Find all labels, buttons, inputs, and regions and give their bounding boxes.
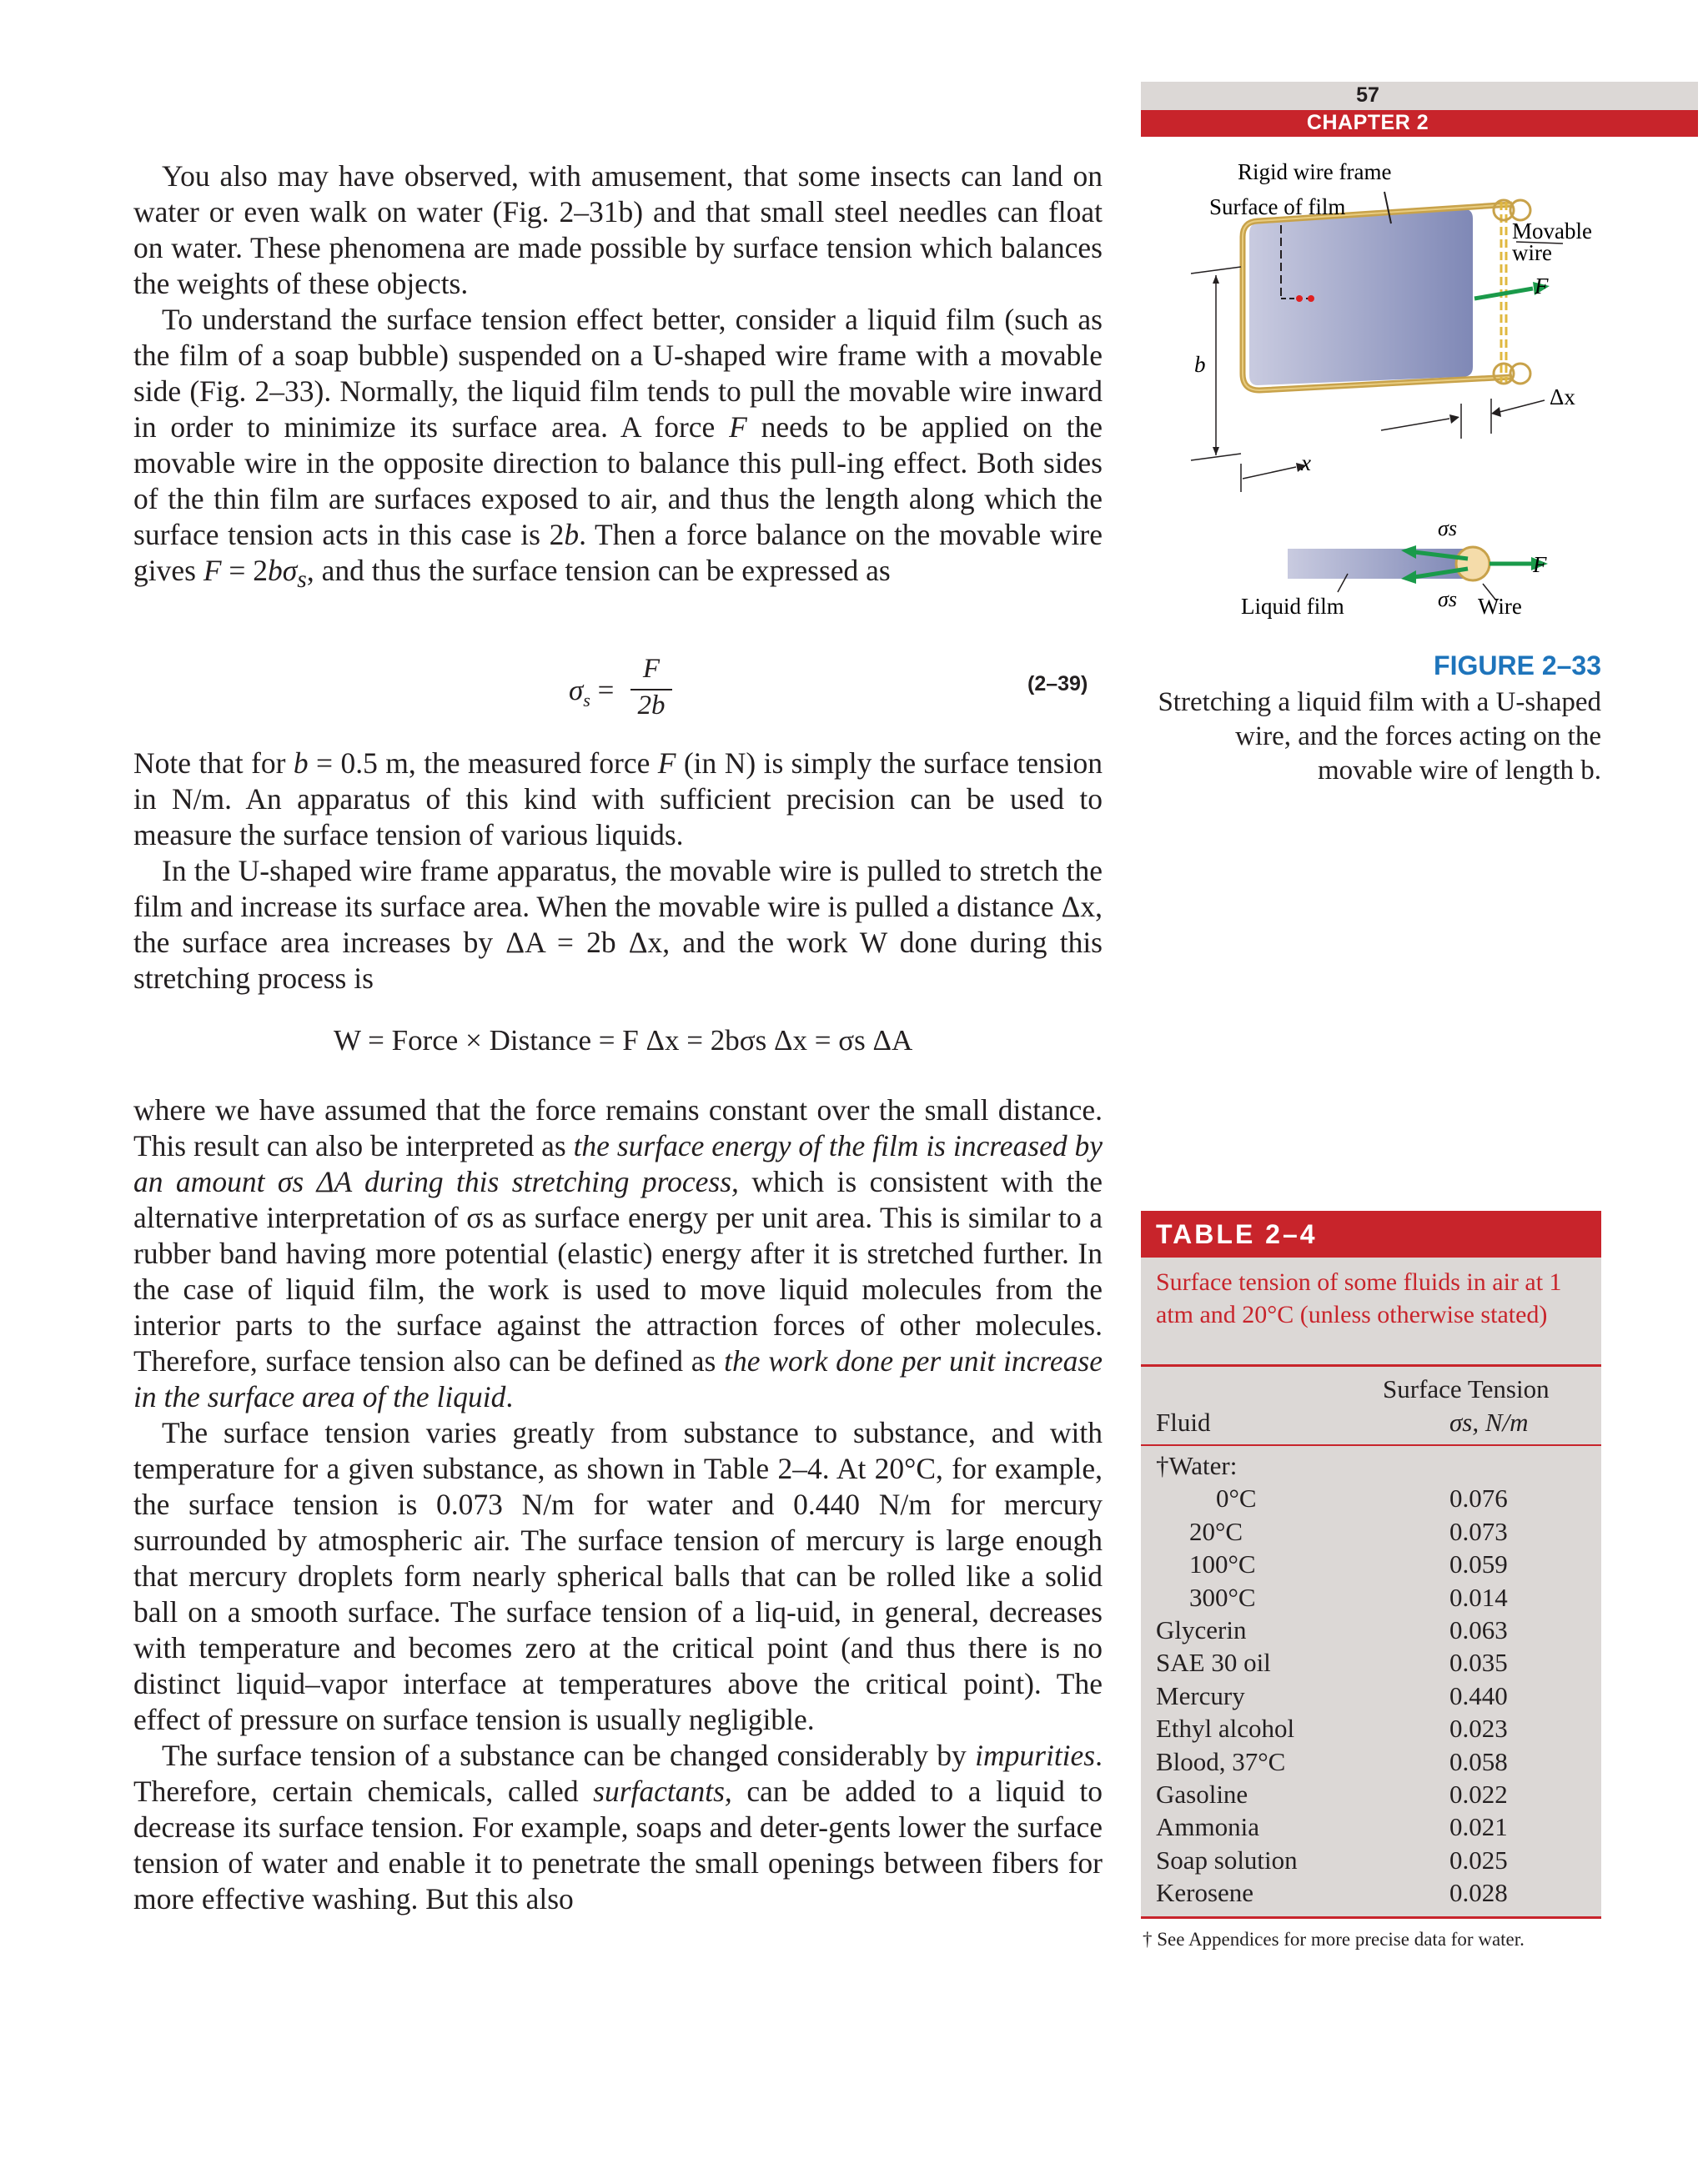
- page-number: 57: [1356, 83, 1379, 107]
- label-surface-of-film: Surface of film: [1209, 194, 1346, 219]
- table-cell-value: 0.440: [1449, 1680, 1508, 1710]
- table-cell-fluid: Kerosene: [1156, 1878, 1254, 1908]
- table-cell-fluid: Glycerin: [1156, 1615, 1247, 1644]
- wire-cross-section: [1456, 547, 1489, 580]
- label-b: b: [1194, 352, 1206, 377]
- table-row: [1156, 1583, 1590, 1616]
- label-liquid-film: Liquid film: [1241, 594, 1344, 619]
- label-force-side: F: [1533, 552, 1547, 577]
- table-cell-value: 0.023: [1449, 1714, 1508, 1744]
- table-cell-fluid: Gasoline: [1156, 1780, 1248, 1809]
- table-cell-fluid: Soap solution: [1156, 1845, 1298, 1875]
- table-cell-value: 0.025: [1449, 1845, 1508, 1875]
- table-row: [1156, 1714, 1590, 1747]
- table-cell-value: 0.076: [1449, 1484, 1508, 1514]
- label-force: F: [1535, 274, 1549, 299]
- paragraph-7: The surface tension of a substance can be changed considerably by impurities. Therefore, certain chemicals, called surfactants, can be added to a liquid to decrease its surface tension. For example, soaps and deter-gents lower the surface tension of water and enable it to penetrate the small openings between fibers for more effective washing. But this also: [133, 1739, 1103, 1915]
- table-row: [1156, 1812, 1590, 1845]
- chapter-label: CHAPTER 2: [1306, 111, 1429, 134]
- table-cell-value: 0.014: [1449, 1582, 1508, 1612]
- header-bar: [1141, 82, 1698, 110]
- figure-2-33-diagram: [1141, 150, 1641, 650]
- table-cell-fluid: Mercury: [1156, 1680, 1245, 1710]
- table-cell-fluid: 300°C: [1189, 1582, 1256, 1612]
- table-rule-top: [1141, 1364, 1601, 1367]
- table-cell-value: 0.021: [1449, 1812, 1508, 1842]
- paragraph-2: To understand the surface tension effect better, consider a liquid film (such as the film of a soap bubble) suspended on a U-shaped wire frame with a movable side (Fig. 2–33). Normally, the liquid film tends to pull the movable wire inward in order to minimize its surface area. A force F needs to be applied on the movable wire in the opposite direction to balance this pull-ing effect. Both sides of the thin film are surfaces exposed to air, and thus the length along which the surface tension acts in this case is 2b. Then a force balance on the movable wire gives $F = 2b\sigma_s$, and thus the surface tension can be expressed as: [133, 303, 1103, 594]
- table-row: [1156, 1484, 1590, 1517]
- table-cell-value: 0.028: [1449, 1878, 1508, 1908]
- paragraph-1: You also may have observed, with amusement, that some insects can land on water or even walk on water (Fig. 2–31b) and that small steel needles can float on water. These phenomena are made possible by surface tension which balances the weights of these objects.: [133, 159, 1103, 300]
- equation-2-39: $\sigma_s$ =: [569, 674, 615, 710]
- label-movable-wire-2: wire: [1512, 240, 1552, 265]
- table-row: [1156, 1845, 1590, 1879]
- label-rigid-wire-frame: Rigid wire frame: [1238, 159, 1392, 184]
- label-delta-x: Δx: [1550, 384, 1575, 409]
- table-cell-fluid: Ethyl alcohol: [1156, 1714, 1295, 1744]
- table-row: [1156, 1517, 1590, 1550]
- table-row: [1156, 1648, 1590, 1681]
- equation-work: W = Force × Distance = F Δx = 2bσs Δx = σs ΔA: [334, 1024, 913, 1057]
- table-cell-value: 0.058: [1449, 1746, 1508, 1776]
- table-cell-fluid: Ammonia: [1156, 1812, 1259, 1842]
- body-text-bottom: [133, 1092, 1103, 1917]
- table-title: TABLE 2–4: [1156, 1219, 1318, 1249]
- table-caption: Surface tension of some fluids in air at 1 atm and 20°C (unless otherwise stated): [1156, 1268, 1562, 1328]
- liquid-film: [1249, 208, 1473, 385]
- table-rule-header: [1141, 1444, 1601, 1446]
- paragraph-5: where we have assumed that the force remains constant over the small distance. This result can also be interpreted as the surface energy of the film is increased by an amount σs ΔA during this stretching process, which is consistent with the alternative interpretation of σs as surface energy per unit area. This is similar to a rubber band having more potential (elastic) energy after it is stretched further. In the case of liquid film, the work is used to move liquid molecules from the interior parts to the surface against the attraction forces of other molecules. Therefore, surface tension also can be defined as the work done per unit increase in the surface area of the liquid.: [133, 1093, 1103, 1413]
- table-row: [1156, 1878, 1590, 1911]
- label-sigma-top: σs: [1438, 516, 1457, 540]
- table-cell-fluid: 100°C: [1189, 1549, 1256, 1579]
- table-cell-value: 0.063: [1449, 1615, 1508, 1644]
- table-cell-fluid: SAE 30 oil: [1156, 1648, 1271, 1678]
- paragraph-6: The surface tension varies greatly from substance to substance, and with temperature for a given substance, as shown in Table 2–4. At 20°C, for example, the surface tension is 0.073 N/m for water and 0.440 N/m for mercury surrounded by atmospheric air. The surface tension of mercury is large enough that mercury droplets form nearly spherical balls that can be rolled like a solid ball on a smooth surface. The surface tension of a liq-uid, in general, decreases with temperature and becomes zero at the critical point (and thus there is no distinct liquid–vapor interface at temperatures above the critical point). The effect of pressure on surface tension is usually negligible.: [133, 1416, 1103, 1736]
- figure-label: FIGURE 2–33: [1434, 650, 1601, 680]
- force-arrow: [1474, 289, 1533, 299]
- table-cell-value: 0.035: [1449, 1648, 1508, 1678]
- table-cell-fluid: Blood, 37°C: [1156, 1746, 1286, 1776]
- paragraph-4: In the U-shaped wire frame apparatus, the movable wire is pulled to stretch the film and increase its surface area. When the movable wire is pulled a distance Δx, the surface area increases by ΔA = 2b Δx, and the work W done during this stretching process is: [133, 854, 1103, 995]
- label-wire-side: Wire: [1478, 594, 1522, 619]
- table-row: [1156, 1747, 1590, 1780]
- label-x: x: [1301, 450, 1311, 475]
- paragraph-3: Note that for b = 0.5 m, the measured force F (in N) is simply the surface tension in N/m. An apparatus of this kind with sufficient precision can be used to measure the surface tension of various liquids.: [133, 746, 1103, 851]
- eq-denominator: 2b: [637, 690, 666, 720]
- eq-numerator: F: [642, 654, 661, 684]
- table-cell-value: 0.073: [1449, 1516, 1508, 1546]
- label-sigma-bottom: σs: [1438, 587, 1457, 611]
- figure-caption: Stretching a liquid film with a U-shaped wire, and the forces acting on the movable wire of length b.: [1158, 687, 1601, 786]
- equation-number: (2–39): [1027, 672, 1088, 695]
- table-row: [1156, 1451, 1590, 1484]
- column-header-surface-tension: Surface Tension: [1383, 1374, 1550, 1403]
- table-row: [1156, 1549, 1590, 1583]
- label-movable: Movable: [1512, 218, 1592, 244]
- table-row: [1156, 1681, 1590, 1715]
- table-row: [1156, 1780, 1590, 1813]
- table-cell-value: 0.059: [1449, 1549, 1508, 1579]
- column-header-sigma: σs, N/m: [1449, 1408, 1529, 1437]
- table-footnote: † See Appendices for more precise data for water.: [1143, 1929, 1525, 1950]
- table-cell-fluid: 20°C: [1189, 1516, 1243, 1546]
- table-cell-value: 0.022: [1449, 1780, 1508, 1809]
- table-rule-bottom: [1141, 1916, 1601, 1919]
- table-row: [1156, 1615, 1590, 1649]
- body-text-top: [133, 158, 1103, 598]
- column-header-fluid: Fluid: [1156, 1408, 1211, 1437]
- body-text-middle: [133, 746, 1103, 997]
- table-cell-fluid: 0°C: [1216, 1484, 1257, 1514]
- table-cell-fluid: †Water:: [1156, 1451, 1238, 1480]
